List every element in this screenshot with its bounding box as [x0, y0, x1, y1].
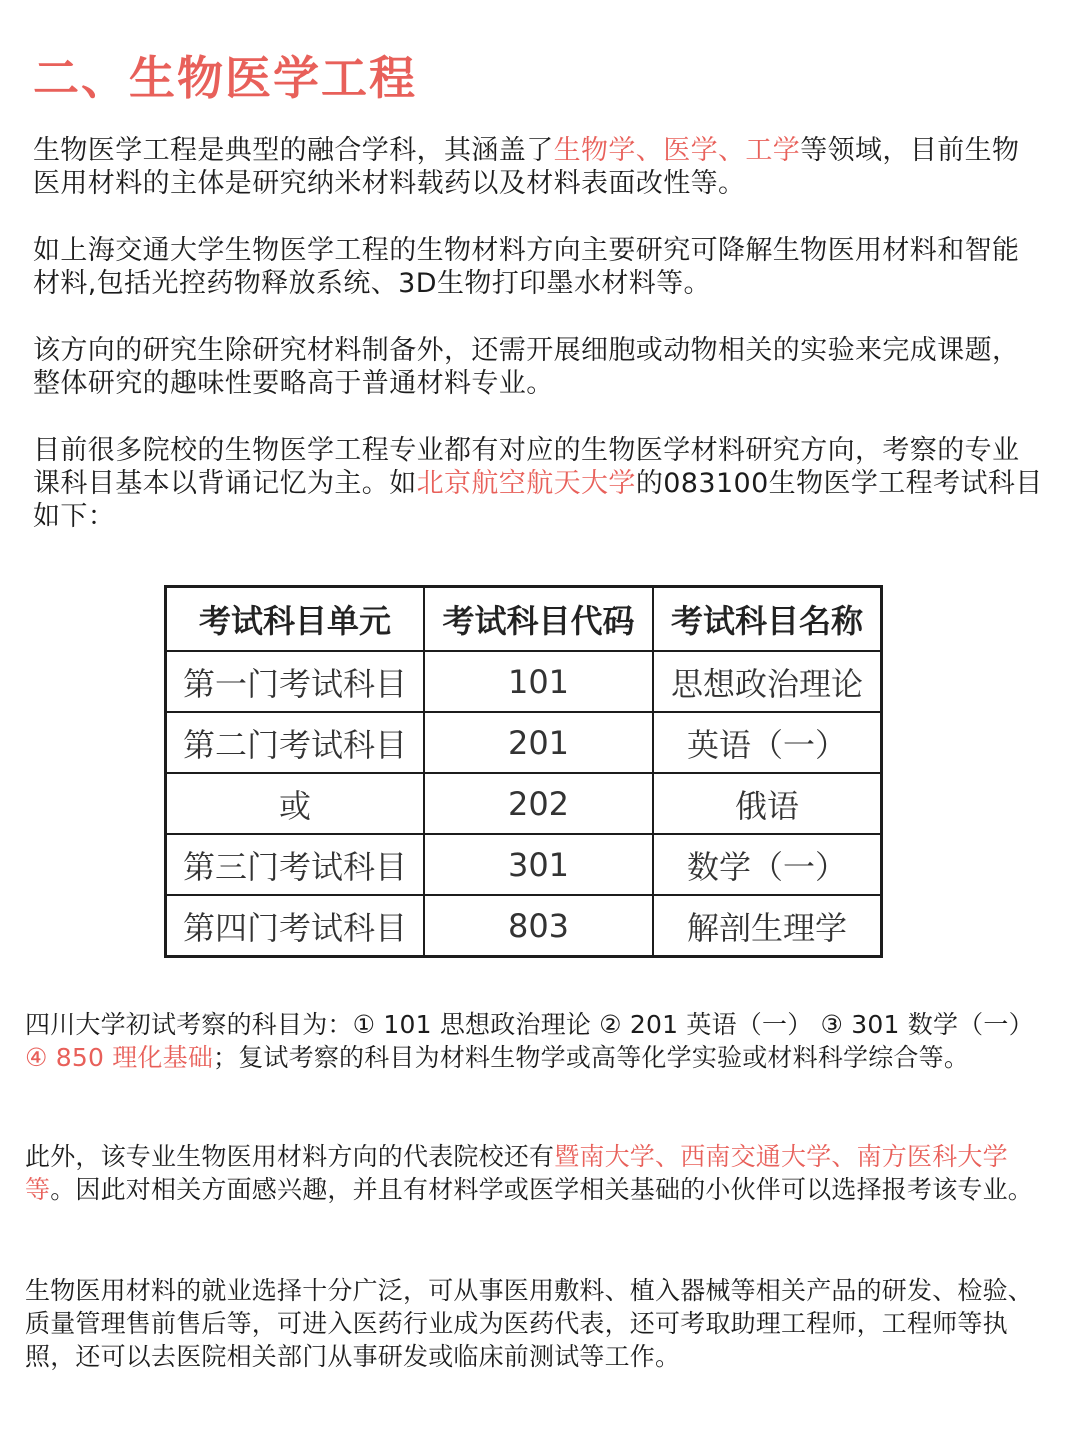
section-heading: 二、生物医学工程 [33, 51, 417, 105]
table-cell-unit: 第一门考试科目 [166, 651, 425, 712]
table-row [166, 651, 882, 712]
table-cell-code: 202 [424, 773, 653, 834]
table-cell-code: 803 [424, 895, 653, 957]
table-cell-code: 101 [424, 651, 653, 712]
exam-subjects-table [164, 585, 883, 958]
scu-text-c: ；复试考察的科目为材料生物学或高等化学实验或材料科学综合等。 [213, 1043, 970, 1072]
exam-intro-highlight-school: 北京航空航天大学 [416, 468, 636, 499]
paragraph-scu [25, 1008, 1055, 1074]
paragraph-intro [33, 134, 1043, 200]
paragraph-exam-intro [33, 434, 1043, 533]
table-cell-code: 301 [424, 834, 653, 895]
table-cell-name: 思想政治理论 [653, 651, 882, 712]
intro-text-c: 等领域，目前生物医用材料的主体是研究纳米材料载药以及材料表面改性等。 [33, 135, 1020, 199]
table-header-unit: 考试科目单元 [166, 587, 425, 652]
schools-highlight-list: 暨南大学、西南交通大学、南方医科大学等 [25, 1142, 1008, 1204]
table-header-row [166, 587, 882, 652]
table-cell-name: 英语（一） [653, 712, 882, 773]
table-cell-unit: 或 [166, 773, 425, 834]
paragraph-career: 生物医用材料的就业选择十分广泛，可从事医用敷料、植入器械等相关产品的研发、检验、质量管理售前售后等，可进入医药行业成为医药代表，还可考取助理工程师，工程师等执照，还可以去医院相关部门从事研发或临床前测试等工作。 [25, 1276, 1034, 1371]
exam-intro-text-c: 的083100生物医学工程考试科目如下： [33, 468, 1043, 532]
table-row [166, 773, 882, 834]
exam-intro-text-a: 目前很多院校的生物医学工程专业都有对应的生物医学材料研究方向，考察的专业课科目基本以背诵记忆为主。如 [33, 435, 1020, 499]
schools-text-a: 此外，该专业生物医用材料方向的代表院校还有 [25, 1142, 555, 1171]
table-cell-name: 解剖生理学 [653, 895, 882, 957]
intro-highlight-fields: 生物学、医学、工学 [553, 135, 801, 166]
table-cell-name: 数学（一） [653, 834, 882, 895]
table-cell-name: 俄语 [653, 773, 882, 834]
table-cell-unit: 第三门考试科目 [166, 834, 425, 895]
table-row [166, 834, 882, 895]
table-header-code: 考试科目代码 [424, 587, 653, 652]
table-row [166, 712, 882, 773]
scu-text-a: 四川大学初试考察的科目为：① 101 思想政治理论 ② 201 英语（一） ③ 301 数学（一） [25, 1010, 1034, 1039]
table-cell-code: 201 [424, 712, 653, 773]
schools-text-c: 。因此对相关方面感兴趣，并且有材料学或医学相关基础的小伙伴可以选择报考该专业。 [50, 1175, 1034, 1204]
paragraph-sjtu: 如上海交通大学生物医学工程的生物材料方向主要研究可降解生物医用材料和智能材料,包括光控药物释放系统、3D生物打印墨水材料等。 [33, 235, 1020, 299]
paragraph-research: 该方向的研究生除研究材料制备外，还需开展细胞或动物相关的实验来完成课题，整体研究的趣味性要略高于普通材料专业。 [33, 335, 1020, 399]
scu-highlight-subject: ④ 850 理化基础 [25, 1043, 214, 1072]
table-cell-unit: 第四门考试科目 [166, 895, 425, 957]
intro-text-a: 生物医学工程是典型的融合学科，其涵盖了 [33, 135, 554, 166]
table-row [166, 895, 882, 957]
table-header-name: 考试科目名称 [653, 587, 882, 652]
paragraph-schools [25, 1140, 1055, 1206]
table-cell-unit: 第二门考试科目 [166, 712, 425, 773]
